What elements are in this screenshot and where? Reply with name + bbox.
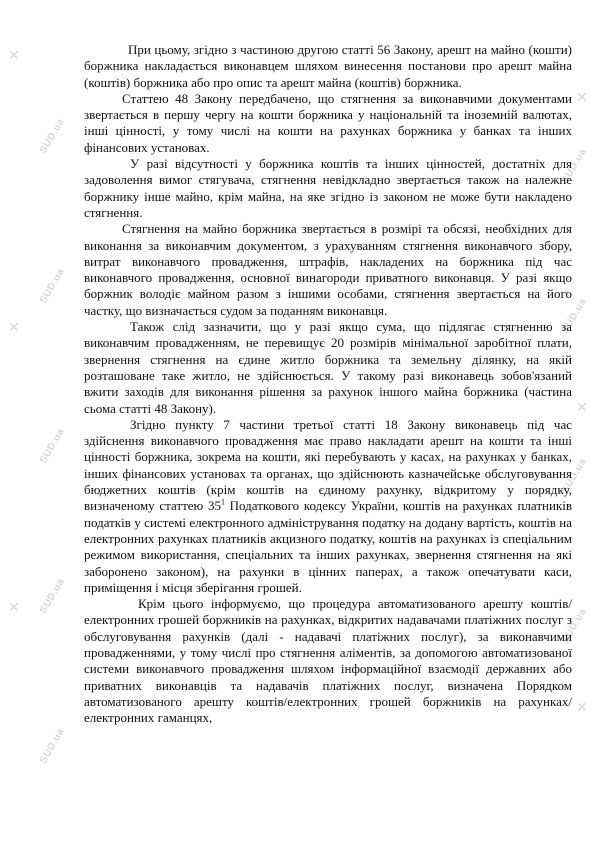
watermark: SUD.ua (38, 726, 67, 766)
watermark: SUD.ua (38, 576, 67, 616)
watermark-cross-icon: ✕ (576, 400, 588, 416)
watermark: SUD.ua (38, 266, 67, 306)
paragraph-text: Податкового кодексу України, коштів на рахунках платників податків у системі електронного адміністрування податку на додану вартість, коштів на електронних рахунках платників акцизного податку, коштів на рахунках із спеціальним режимом використання, спеціальних та інших рахунках, звернення стягнення на які заборонено законом), на рахунки в цінних паперах, а також опечатувати каси, приміщення і місця зберігання грошей. (84, 498, 572, 595)
document-body (84, 42, 572, 726)
superscript: 1 (220, 497, 225, 507)
watermark-cross-icon: ✕ (576, 90, 588, 106)
watermark: SUD.ua (560, 456, 589, 496)
paragraph: При цьому, згідно з частиною другою статті 56 Закону, арешт на майно (кошти) боржника накладається виконавцем шляхом винесення постанови про арешт майна (коштів) боржника або про опис та арешт майна (коштів) боржника. (84, 42, 572, 90)
watermark: SUD.ua (38, 116, 67, 156)
paragraph: Крім цього інформуємо, що процедура автоматизованого арешту коштів/електронних грошей боржників на рахунках, відкритих надавачами платіжних послуг з обслуговування рахунків (далі - надавачі платіжних послуг), за виконавчими провадженнями, у тому числі про стягнення аліментів, за допомогою автоматизованої системи виконавчого провадження шляхом інформаційної взаємодії державних або приватних виконавців та надавачів платіжних послуг, визначена Порядком автоматизованого арешту коштів/електронних грошей боржників на рахунках/електронних гаманцях, (84, 596, 572, 726)
paragraph: У разі відсутності у боржника коштів та інших цінностей, достатніх для задоволення вимог стягувача, стягнення невідкладно звертається також на належне боржнику інше майно, крім майна, на яке згідно із законом не може бути накладено стягнення. (84, 156, 572, 220)
watermark-cross-icon: ✕ (8, 48, 20, 64)
watermark-cross-icon: ✕ (8, 320, 20, 336)
paragraph (84, 417, 572, 596)
watermark: SUD.ua (560, 606, 589, 646)
watermark: SUD.ua (560, 146, 589, 186)
paragraph-text: Згідно пункту 7 частини третьої статті 18 Закону виконавець під час здійснення виконавчого провадження має право накладати арешт на кошти та інші цінності боржника, зокрема на кошти, які перебувають у касах, на рахунках у банках, інших фінансових установах та органах, що здійснюють казначейське обслуговування бюджетних коштів (крім коштів на єдиному рахунку, відкритому у порядку, визначеному статтею 35 (84, 416, 572, 514)
watermark: SUD.ua (560, 296, 589, 336)
paragraph: Статтею 48 Закону передбачено, що стягнення за виконавчими документами звертається в першу чергу на кошти боржника у національній та іноземній валютах, інші цінності, у тому числі на кошти на рахунках боржника у банках та інших фінансових установах. (84, 90, 572, 155)
watermark-cross-icon: ✕ (576, 700, 588, 716)
watermark: SUD.ua (38, 426, 67, 466)
paragraph: Стягнення на майно боржника звертається в розмірі та обсязі, необхідних для виконання за виконавчим документом, з урахуванням стягнення виконавчого збору, витрат виконавчого провадження, штрафів, накладених на боржника під час виконавчого провадження, основної винагороди приватного виконавця. У разі якщо боржник володіє майном разом з іншими особами, стягнення звертається на його частку, що визначається судом за поданням виконавця. (84, 221, 572, 318)
watermark-cross-icon: ✕ (8, 600, 20, 616)
paragraph: Також слід зазначити, що у разі якщо сума, що підлягає стягненню за виконавчим провадженням, не перевищує 20 розмірів мінімальної заробітної плати, звернення стягнення на єдине житло боржника та земельну ділянку, на якій розташоване таке житло, не здійснюється. У такому разі виконавець зобов'язаний вжити заходів для виконання рішення за рахунок іншого майна боржника (частина сьома статті 48 Закону). (84, 319, 572, 416)
